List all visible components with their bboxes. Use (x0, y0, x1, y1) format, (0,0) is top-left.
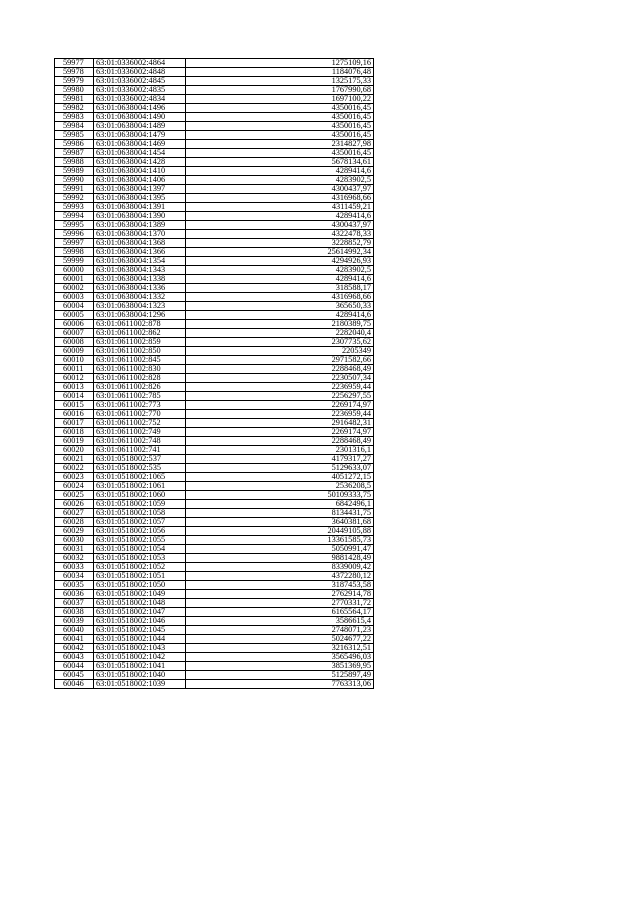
row-number: 60029 (55, 527, 94, 536)
cadastral-number: 63:01:0638004:1366 (94, 248, 186, 257)
table-row (55, 347, 374, 356)
row-number: 60018 (55, 428, 94, 437)
row-number: 60032 (55, 554, 94, 563)
cadastral-number: 63:01:0638004:1336 (94, 284, 186, 293)
row-number: 59979 (55, 77, 94, 86)
table-row (55, 194, 374, 203)
row-number: 60040 (55, 626, 94, 635)
row-number: 60014 (55, 392, 94, 401)
cadastral-value: 1325175,33 (186, 77, 374, 86)
cadastral-value: 5024677,22 (186, 635, 374, 644)
cadastral-value: 2205349 (186, 347, 374, 356)
row-number: 60038 (55, 608, 94, 617)
row-number: 60023 (55, 473, 94, 482)
cadastral-number: 63:01:0518002:1047 (94, 608, 186, 617)
table-row (55, 374, 374, 383)
table-row (55, 401, 374, 410)
table-row (55, 365, 374, 374)
table-row (55, 104, 374, 113)
table-row (55, 518, 374, 527)
cadastral-value: 4300437,97 (186, 221, 374, 230)
cadastral-value: 3565496,03 (186, 653, 374, 662)
cadastral-number: 63:01:0638004:1390 (94, 212, 186, 221)
cadastral-value: 2301316,1 (186, 446, 374, 455)
cadastral-value: 2307735,62 (186, 338, 374, 347)
row-number: 60027 (55, 509, 94, 518)
cadastral-number: 63:01:0638004:1454 (94, 149, 186, 158)
cadastral-value: 13361585,73 (186, 536, 374, 545)
table-body (55, 59, 374, 689)
cadastral-value: 6165564,17 (186, 608, 374, 617)
row-number: 59983 (55, 113, 94, 122)
table-row (55, 554, 374, 563)
table-row (55, 392, 374, 401)
row-number: 60007 (55, 329, 94, 338)
table-row (55, 176, 374, 185)
row-number: 59986 (55, 140, 94, 149)
row-number: 60015 (55, 401, 94, 410)
row-number: 60044 (55, 662, 94, 671)
row-number: 60042 (55, 644, 94, 653)
cadastral-number: 63:01:0611002:845 (94, 356, 186, 365)
row-number: 59998 (55, 248, 94, 257)
cadastral-number: 63:01:0336002:4848 (94, 68, 186, 77)
cadastral-value: 4350016,45 (186, 149, 374, 158)
cadastral-number: 63:01:0611002:749 (94, 428, 186, 437)
row-number: 60002 (55, 284, 94, 293)
cadastral-value: 4179317,27 (186, 455, 374, 464)
table-row (55, 86, 374, 95)
table-row (55, 482, 374, 491)
cadastral-number: 63:01:0638004:1296 (94, 311, 186, 320)
table-row (55, 284, 374, 293)
table-row (55, 653, 374, 662)
table-row (55, 131, 374, 140)
cadastral-number: 63:01:0638004:1410 (94, 167, 186, 176)
table-row (55, 581, 374, 590)
row-number: 60001 (55, 275, 94, 284)
table-row (55, 185, 374, 194)
row-number: 60036 (55, 590, 94, 599)
cadastral-value: 2180389,75 (186, 320, 374, 329)
row-number: 60041 (55, 635, 94, 644)
cadastral-value: 6842496,1 (186, 500, 374, 509)
cadastral-value: 4350016,45 (186, 104, 374, 113)
row-number: 60000 (55, 266, 94, 275)
cadastral-value: 5050991,47 (186, 545, 374, 554)
row-number: 59994 (55, 212, 94, 221)
cadastral-number: 63:01:0611002:785 (94, 392, 186, 401)
cadastral-value: 4322478,33 (186, 230, 374, 239)
table-row (55, 329, 374, 338)
table-row (55, 338, 374, 347)
table-row (55, 149, 374, 158)
cadastral-number: 63:01:0518002:1051 (94, 572, 186, 581)
row-number: 60006 (55, 320, 94, 329)
cadastral-number: 63:01:0611002:830 (94, 365, 186, 374)
row-number: 60012 (55, 374, 94, 383)
row-number: 59985 (55, 131, 94, 140)
row-number: 60022 (55, 464, 94, 473)
table-row (55, 311, 374, 320)
cadastral-value: 2236959,44 (186, 383, 374, 392)
table-row (55, 257, 374, 266)
cadastral-value: 4051272,15 (186, 473, 374, 482)
cadastral-value: 1184076,48 (186, 68, 374, 77)
cadastral-value: 3851369,95 (186, 662, 374, 671)
cadastral-number: 63:01:0518002:1040 (94, 671, 186, 680)
cadastral-number: 63:01:0336002:4834 (94, 95, 186, 104)
cadastral-value: 4316968,66 (186, 293, 374, 302)
table-row (55, 563, 374, 572)
cadastral-value: 2269174,97 (186, 428, 374, 437)
cadastral-number: 63:01:0638004:1354 (94, 257, 186, 266)
table-row (55, 212, 374, 221)
cadastral-value: 4300437,97 (186, 185, 374, 194)
table-row (55, 95, 374, 104)
row-number: 59978 (55, 68, 94, 77)
row-number: 60009 (55, 347, 94, 356)
cadastral-value: 2536208,5 (186, 482, 374, 491)
table-row (55, 266, 374, 275)
cadastral-value: 3586615,4 (186, 617, 374, 626)
cadastral-value: 4289414,6 (186, 275, 374, 284)
table-row (55, 293, 374, 302)
row-number: 60035 (55, 581, 94, 590)
cadastral-number: 63:01:0638004:1496 (94, 104, 186, 113)
cadastral-value: 8339009,42 (186, 563, 374, 572)
table-row (55, 617, 374, 626)
table-row (55, 320, 374, 329)
cadastral-number: 63:01:0611002:826 (94, 383, 186, 392)
cadastral-value: 2230507,34 (186, 374, 374, 383)
cadastral-number: 63:01:0638004:1343 (94, 266, 186, 275)
cadastral-number: 63:01:0518002:535 (94, 464, 186, 473)
table-row (55, 509, 374, 518)
cadastral-value: 4311459,21 (186, 203, 374, 212)
cadastral-number: 63:01:0336002:4864 (94, 59, 186, 68)
cadastral-value: 2269174,97 (186, 401, 374, 410)
row-number: 59996 (55, 230, 94, 239)
row-number: 60008 (55, 338, 94, 347)
row-number: 60034 (55, 572, 94, 581)
table-row (55, 536, 374, 545)
row-number: 59984 (55, 122, 94, 131)
cadastral-value: 50109333,75 (186, 491, 374, 500)
row-number: 59991 (55, 185, 94, 194)
table-row (55, 167, 374, 176)
cadastral-value: 2916482,31 (186, 419, 374, 428)
row-number: 60010 (55, 356, 94, 365)
row-number: 60028 (55, 518, 94, 527)
cadastral-number: 63:01:0638004:1332 (94, 293, 186, 302)
table-row (55, 59, 374, 68)
row-number: 60021 (55, 455, 94, 464)
table-row (55, 239, 374, 248)
row-number: 60005 (55, 311, 94, 320)
table-row (55, 140, 374, 149)
cadastral-value: 7763313,06 (186, 680, 374, 689)
row-number: 59980 (55, 86, 94, 95)
cadastral-value: 4289414,6 (186, 311, 374, 320)
table-row (55, 635, 374, 644)
cadastral-value: 9881428,49 (186, 554, 374, 563)
row-number: 60046 (55, 680, 94, 689)
cadastral-value: 2288468,49 (186, 365, 374, 374)
row-number: 60011 (55, 365, 94, 374)
table-row (55, 383, 374, 392)
row-number: 60045 (55, 671, 94, 680)
cadastral-value: 4316968,66 (186, 194, 374, 203)
cadastral-value: 20449105,88 (186, 527, 374, 536)
table-row (55, 356, 374, 365)
cadastral-number: 63:01:0638004:1370 (94, 230, 186, 239)
cadastral-number: 63:01:0638004:1368 (94, 239, 186, 248)
cadastral-number: 63:01:0611002:828 (94, 374, 186, 383)
cadastral-number: 63:01:0518002:1060 (94, 491, 186, 500)
row-number: 60033 (55, 563, 94, 572)
cadastral-number: 63:01:0518002:1049 (94, 590, 186, 599)
cadastral-number: 63:01:0518002:1053 (94, 554, 186, 563)
cadastral-value: 4289414,6 (186, 167, 374, 176)
table-row (55, 500, 374, 509)
cadastral-value: 4350016,45 (186, 131, 374, 140)
cadastral-number: 63:01:0518002:1058 (94, 509, 186, 518)
table-row (55, 437, 374, 446)
cadastral-number: 63:01:0518002:1050 (94, 581, 186, 590)
cadastral-value: 4283902,5 (186, 266, 374, 275)
table-row (55, 662, 374, 671)
row-number: 59997 (55, 239, 94, 248)
cadastral-number: 63:01:0518002:1046 (94, 617, 186, 626)
cadastral-value: 2236959,44 (186, 410, 374, 419)
cadastral-number: 63:01:0638004:1391 (94, 203, 186, 212)
cadastral-number: 63:01:0518002:1039 (94, 680, 186, 689)
table-row (55, 599, 374, 608)
cadastral-number: 63:01:0611002:770 (94, 410, 186, 419)
cadastral-number: 63:01:0611002:862 (94, 329, 186, 338)
table-row (55, 221, 374, 230)
row-number: 59999 (55, 257, 94, 266)
table-row (55, 446, 374, 455)
cadastral-number: 63:01:0638004:1397 (94, 185, 186, 194)
cadastral-number: 63:01:0518002:1059 (94, 500, 186, 509)
table-row (55, 428, 374, 437)
row-number: 60039 (55, 617, 94, 626)
cadastral-value: 1767990,68 (186, 86, 374, 95)
cadastral-number: 63:01:0518002:1061 (94, 482, 186, 491)
row-number: 59990 (55, 176, 94, 185)
row-number: 60020 (55, 446, 94, 455)
cadastral-value: 2288468,49 (186, 437, 374, 446)
cadastral-value: 1275109,16 (186, 59, 374, 68)
table-row (55, 491, 374, 500)
table-row (55, 419, 374, 428)
cadastral-number: 63:01:0518002:1057 (94, 518, 186, 527)
cadastral-value: 4283902,5 (186, 176, 374, 185)
table-row (55, 68, 374, 77)
table-row (55, 113, 374, 122)
cadastral-value-table (54, 58, 374, 689)
table-row (55, 275, 374, 284)
cadastral-value: 365650,33 (186, 302, 374, 311)
row-number: 59992 (55, 194, 94, 203)
table-row (55, 545, 374, 554)
row-number: 60004 (55, 302, 94, 311)
cadastral-number: 63:01:0611002:859 (94, 338, 186, 347)
table-row (55, 248, 374, 257)
cadastral-number: 63:01:0611002:748 (94, 437, 186, 446)
cadastral-number: 63:01:0611002:741 (94, 446, 186, 455)
cadastral-number: 63:01:0518002:1056 (94, 527, 186, 536)
cadastral-value: 318588,17 (186, 284, 374, 293)
row-number: 60016 (55, 410, 94, 419)
cadastral-value: 2971582,66 (186, 356, 374, 365)
cadastral-number: 63:01:0611002:878 (94, 320, 186, 329)
cadastral-value: 3187453,58 (186, 581, 374, 590)
cadastral-value: 2314827,98 (186, 140, 374, 149)
cadastral-number: 63:01:0518002:1055 (94, 536, 186, 545)
cadastral-number: 63:01:0336002:4845 (94, 77, 186, 86)
cadastral-value: 8134431,75 (186, 509, 374, 518)
cadastral-number: 63:01:0638004:1428 (94, 158, 186, 167)
cadastral-number: 63:01:0518002:1065 (94, 473, 186, 482)
cadastral-value: 3640381,68 (186, 518, 374, 527)
row-number: 60003 (55, 293, 94, 302)
cadastral-number: 63:01:0518002:1041 (94, 662, 186, 671)
table-row (55, 590, 374, 599)
cadastral-number: 63:01:0638004:1469 (94, 140, 186, 149)
cadastral-value: 5125897,49 (186, 671, 374, 680)
cadastral-number: 63:01:0611002:773 (94, 401, 186, 410)
cadastral-value: 5678134,61 (186, 158, 374, 167)
table-row (55, 680, 374, 689)
row-number: 59977 (55, 59, 94, 68)
row-number: 60017 (55, 419, 94, 428)
table-row (55, 158, 374, 167)
cadastral-number: 63:01:0611002:752 (94, 419, 186, 428)
cadastral-number: 63:01:0518002:1045 (94, 626, 186, 635)
cadastral-value: 2256297,55 (186, 392, 374, 401)
cadastral-number: 63:01:0638004:1489 (94, 122, 186, 131)
table-row (55, 527, 374, 536)
row-number: 59987 (55, 149, 94, 158)
row-number: 60013 (55, 383, 94, 392)
cadastral-value: 3228852,79 (186, 239, 374, 248)
table-row (55, 410, 374, 419)
cadastral-number: 63:01:0518002:1042 (94, 653, 186, 662)
table-row (55, 203, 374, 212)
table-row (55, 302, 374, 311)
cadastral-number: 63:01:0518002:1043 (94, 644, 186, 653)
cadastral-number: 63:01:0638004:1479 (94, 131, 186, 140)
row-number: 60037 (55, 599, 94, 608)
cadastral-number: 63:01:0638004:1406 (94, 176, 186, 185)
cadastral-value: 1697100,22 (186, 95, 374, 104)
cadastral-value: 2282040,4 (186, 329, 374, 338)
cadastral-value: 4294926,93 (186, 257, 374, 266)
cadastral-value: 4350016,45 (186, 122, 374, 131)
cadastral-number: 63:01:0518002:1044 (94, 635, 186, 644)
table-row (55, 230, 374, 239)
row-number: 59993 (55, 203, 94, 212)
cadastral-number: 63:01:0638004:1323 (94, 302, 186, 311)
row-number: 59982 (55, 104, 94, 113)
cadastral-value: 4289414,6 (186, 212, 374, 221)
table-row (55, 122, 374, 131)
table-row (55, 77, 374, 86)
table-row (55, 608, 374, 617)
cadastral-value: 5129633,07 (186, 464, 374, 473)
table-row (55, 455, 374, 464)
cadastral-value: 2770331,72 (186, 599, 374, 608)
cadastral-value: 4350016,45 (186, 113, 374, 122)
cadastral-number: 63:01:0611002:850 (94, 347, 186, 356)
row-number: 60026 (55, 500, 94, 509)
row-number: 60025 (55, 491, 94, 500)
row-number: 59988 (55, 158, 94, 167)
table-row (55, 572, 374, 581)
cadastral-number: 63:01:0518002:1054 (94, 545, 186, 554)
cadastral-number: 63:01:0518002:1048 (94, 599, 186, 608)
cadastral-value: 4372280,12 (186, 572, 374, 581)
cadastral-number: 63:01:0336002:4835 (94, 86, 186, 95)
cadastral-number: 63:01:0638004:1338 (94, 275, 186, 284)
row-number: 59995 (55, 221, 94, 230)
row-number: 59989 (55, 167, 94, 176)
cadastral-value: 25614992,34 (186, 248, 374, 257)
row-number: 60019 (55, 437, 94, 446)
row-number: 60024 (55, 482, 94, 491)
cadastral-number: 63:01:0518002:1052 (94, 563, 186, 572)
cadastral-number: 63:01:0638004:1395 (94, 194, 186, 203)
cadastral-value: 2748071,23 (186, 626, 374, 635)
cadastral-number: 63:01:0518002:537 (94, 455, 186, 464)
table-row (55, 464, 374, 473)
cadastral-number: 63:01:0638004:1389 (94, 221, 186, 230)
cadastral-value: 2762914,78 (186, 590, 374, 599)
cadastral-number: 63:01:0638004:1490 (94, 113, 186, 122)
cadastral-value: 3216312,51 (186, 644, 374, 653)
row-number: 60043 (55, 653, 94, 662)
table-row (55, 626, 374, 635)
row-number: 59981 (55, 95, 94, 104)
row-number: 60031 (55, 545, 94, 554)
row-number: 60030 (55, 536, 94, 545)
table-row (55, 671, 374, 680)
table-row (55, 473, 374, 482)
table-row (55, 644, 374, 653)
